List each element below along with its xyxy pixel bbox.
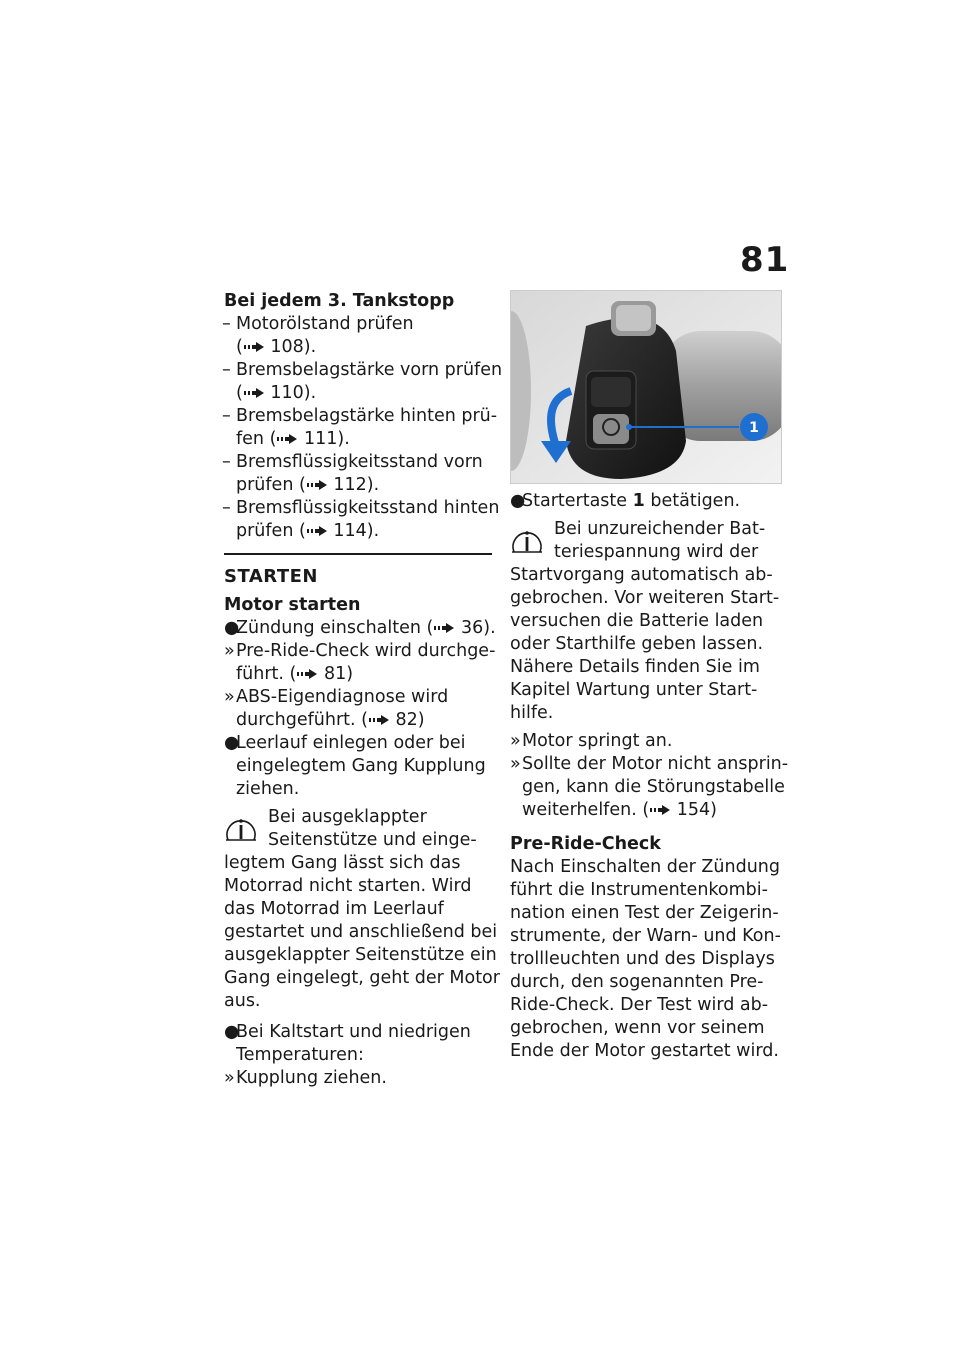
page-ref-arrow-icon — [433, 622, 455, 634]
check-item-5: – Bremsflüssigkeitsstand hinten prüfen ( 114). — [222, 498, 500, 541]
subheading-motor-starten: Motor starten — [224, 595, 361, 615]
info-icon — [510, 524, 544, 558]
info-note-batterie: Bei unzureichender Bat- teriespannung wird der Startvorgang automatisch ab- gebrochen. Vor weiteren Start- versuchen die Batterie laden oder Starthilfe geben lassen. Nähere Details finden Sie im Kapitel Wartung unter Start- hilfe. — [510, 519, 780, 723]
page-ref-arrow-icon — [306, 525, 328, 537]
result-abs-diagnose: » ABS-Eigendiagnose wird durchgeführt. ( 82) — [224, 687, 449, 730]
section-title: Bei jedem 3. Tankstopp — [224, 291, 455, 311]
step-kaltstart: ● Bei Kaltstart und niedrigen Temperaturen: — [224, 1022, 471, 1065]
check-item-4: – Bremsflüssigkeitsstand vorn prüfen ( 112). — [222, 452, 483, 495]
page-number: 81 — [740, 240, 790, 280]
page-ref-arrow-icon — [296, 668, 318, 680]
check-item-1: – Motorölstand prüfen ( 108). — [222, 314, 414, 357]
result-pre-ride-check: » Pre-Ride-Check wird durchge- führt. ( 81) — [224, 641, 496, 684]
result-motor-springt-an: » Motor springt an. — [510, 731, 673, 751]
right-column — [510, 290, 789, 1063]
callout-number: 1 — [749, 420, 759, 436]
page-ref-arrow-icon — [243, 387, 265, 399]
page-ref-arrow-icon — [649, 804, 671, 816]
check-item-3: – Bremsbelagstärke hinten prü- fen ( 111). — [222, 406, 498, 449]
page-ref-arrow-icon — [276, 433, 298, 445]
page-ref-arrow-icon — [306, 479, 328, 491]
subheading-pre-ride-check: Pre-Ride-Check — [510, 834, 661, 854]
page-ref-arrow-icon — [368, 714, 390, 726]
chapter-heading: STARTEN — [224, 553, 492, 588]
step-leerlauf: ● Leerlauf einlegen oder bei eingelegtem Gang Kupplung ziehen. — [224, 733, 486, 799]
handlebar-switch-photo — [510, 290, 782, 484]
left-column — [222, 290, 503, 1090]
check-item-2: – Bremsbelagstärke vorn prüfen ( 110). — [222, 360, 503, 403]
info-icon — [224, 812, 258, 846]
page-ref-arrow-icon — [243, 341, 265, 353]
pre-ride-check-paragraph: Nach Einschalten der Zündung führt die Instrumentenkombi- nation einen Test der Zeigerin- strumente, der Warn- und Kon- trollleuchten und des Displays durch, den sogenannten Pre- Ride-Check. Der Test wird ab- gebrochen, wenn vor seinem Ende der Motor gestartet wird. — [510, 857, 781, 1061]
info-note-seitenstuetze: Bei ausgeklappter Seitenstütze und einge- legtem Gang lässt sich das Motorrad nicht starten. Wird das Motorrad im Leerlauf gestartet und anschließend bei ausgeklappter Seitenstütze ein Gang eingelegt, geht der Motor aus. — [224, 807, 500, 1011]
step-zuendung: ● Zündung einschalten ( 36). — [224, 618, 496, 638]
result-stoerungstabelle: » Sollte der Motor nicht ansprin- gen, kann die Störungstabelle weiterhelfen. ( 154) — [510, 754, 789, 820]
step-startertaste: ● Startertaste 1 betätigen. — [510, 491, 741, 511]
result-kupplung: » Kupplung ziehen. — [224, 1068, 387, 1088]
handlebar-switch-illustration — [511, 291, 781, 483]
